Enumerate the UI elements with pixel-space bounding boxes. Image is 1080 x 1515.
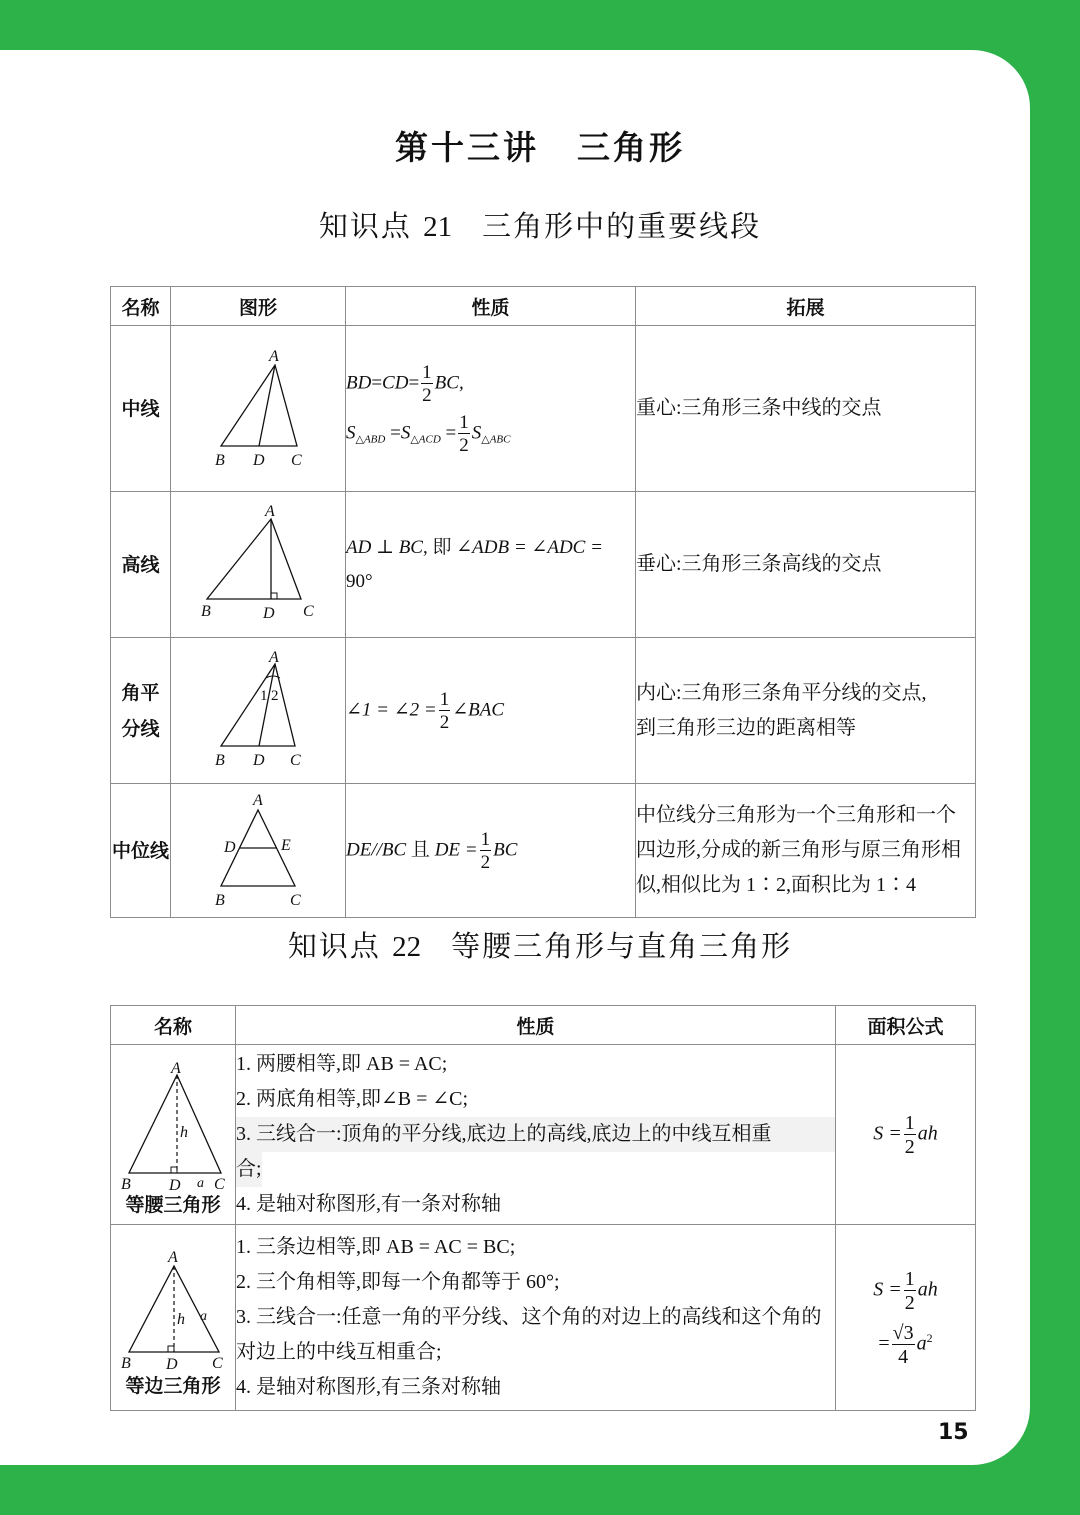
equilateral-triangle-figure <box>111 1238 235 1372</box>
list-item: 2. 两底角相等,即∠B = ∠C; <box>236 1088 469 1110</box>
fraction: $\frac{1}{2}$ <box>422 361 432 406</box>
label-d: D <box>253 752 265 769</box>
list-item: 3. 三线合一:任意一角的平分线、这个角的对边上的高线和这个角的 <box>236 1306 822 1328</box>
list-item: 4. 是轴对称图形,有一条对称轴 <box>236 1193 501 1215</box>
row-name: 高线 <box>111 492 171 638</box>
fraction: $\frac{√3}{4}$ <box>892 1321 914 1368</box>
list-item: 合; <box>236 1152 262 1187</box>
right-angle-mark <box>171 1167 177 1173</box>
label-d: D <box>166 1356 178 1372</box>
label-a: A <box>171 1060 181 1077</box>
figure-altitude <box>171 492 346 638</box>
label-b: B <box>121 1176 131 1191</box>
header-area-formula: 面积公式 <box>835 1006 975 1045</box>
midline-triangle-figure <box>171 784 345 912</box>
figure-median <box>171 326 346 492</box>
list-item: 对边上的中线互相重合; <box>236 1341 442 1363</box>
extension-cell: 内心:三角形三条角平分线的交点, 到三角形三边的距离相等 <box>636 638 976 784</box>
list-item: 3. 三线合一:顶角的平分线,底边上的高线,底边上的中线互相重 <box>236 1117 835 1152</box>
list-item: 1. 两腰相等,即 AB = AC; <box>236 1053 448 1075</box>
label-a: A <box>253 792 263 809</box>
page-title: 第十三讲 三角形 <box>395 128 685 167</box>
extension-cell: 重心:三角形三条中线的交点 <box>636 326 976 492</box>
header-property: 性质 <box>236 1006 836 1045</box>
table-header-row <box>111 1006 976 1045</box>
figure-angle-bisector <box>171 638 346 784</box>
list-item: 4. 是轴对称图形,有三条对称轴 <box>236 1376 501 1398</box>
label-c: C <box>290 892 301 909</box>
triangle-shape <box>129 1075 221 1173</box>
label-b: B <box>201 603 211 620</box>
row-name: 中位线 <box>111 784 171 918</box>
label-a: A <box>168 1249 178 1266</box>
fraction: $\frac{1}{2}$ <box>904 1111 915 1158</box>
property-cell: AD ⊥ BC, 即 ∠ADB = ∠ADC = 90° <box>346 492 636 638</box>
header-property: 性质 <box>346 287 636 326</box>
triangle-shape <box>207 519 301 599</box>
name-figure-cell <box>111 1225 236 1411</box>
label-a: A <box>265 503 275 520</box>
row-name: 等边三角形 <box>125 1375 221 1397</box>
label-angle-1: 1 <box>260 688 268 704</box>
page-number: 15 <box>938 1420 969 1445</box>
fraction: $\frac{1}{2}$ <box>904 1267 915 1314</box>
right-angle-mark <box>168 1346 174 1352</box>
label-b: B <box>215 752 225 769</box>
section-heading-kp21: 知识点 21 三角形中的重要线段 <box>318 209 762 243</box>
label-c: C <box>291 452 302 469</box>
label-c: C <box>214 1176 225 1191</box>
right-angle-mark <box>271 593 277 599</box>
label-side-a: a <box>200 1309 207 1324</box>
table-kp21 <box>110 286 976 918</box>
property-list <box>236 1225 836 1411</box>
property-cell: ∠1 = ∠2 = $\frac{1}{2}$ ∠BAC <box>346 638 636 784</box>
label-a: A <box>269 348 279 365</box>
fraction: $\frac{1}{2}$ <box>439 688 450 733</box>
table-row <box>111 1225 976 1411</box>
label-c: C <box>290 752 301 769</box>
property-list <box>236 1045 836 1225</box>
label-d: D <box>224 839 236 856</box>
name-figure-cell <box>111 1045 236 1225</box>
area-formula-cell: S = $\frac{1}{2}$ ah = $\frac{√3}{4}$ $a^2$ <box>835 1225 975 1411</box>
label-b: B <box>215 892 225 909</box>
table-row <box>111 638 976 784</box>
triangle-shape <box>221 664 295 746</box>
extension-cell: 中位线分三角形为一个三角形和一个 四边形,分成的新三角形与原三角形相 似,相似比为 1∶2,面积比为 1∶4 <box>636 784 976 918</box>
label-h: h <box>180 1124 188 1141</box>
table-row <box>111 492 976 638</box>
row-name: 角平 分线 <box>111 638 171 784</box>
row-name: 等腰三角形 <box>125 1194 221 1216</box>
label-e: E <box>281 837 291 854</box>
table-header-row <box>111 287 976 326</box>
label-angle-2: 2 <box>271 688 279 704</box>
table-row <box>111 1045 976 1225</box>
property-cell: DE//BC 且 DE = $\frac{1}{2}$ BC <box>346 784 636 918</box>
extension-cell: 垂心:三角形三条高线的交点 <box>636 492 976 638</box>
label-a: A <box>269 649 279 666</box>
triangle-shape <box>221 365 297 446</box>
bisector-triangle-figure <box>171 638 345 778</box>
label-h: h <box>177 1311 185 1328</box>
label-b: B <box>215 452 225 469</box>
label-d: D <box>253 452 265 469</box>
table-row <box>111 326 976 492</box>
table-row <box>111 784 976 918</box>
label-c: C <box>303 603 314 620</box>
header-figure: 图形 <box>171 287 346 326</box>
figure-midline <box>171 784 346 918</box>
header-name: 名称 <box>111 1006 236 1045</box>
area-formula-cell: S = $\frac{1}{2}$ ah <box>835 1045 975 1225</box>
list-item: 2. 三个角相等,即每一个角都等于 60°; <box>236 1271 560 1293</box>
list-item: 1. 三条边相等,即 AB = AC = BC; <box>236 1236 516 1258</box>
header-name: 名称 <box>111 287 171 326</box>
table-kp22 <box>110 1005 976 1411</box>
row-name: 中线 <box>111 326 171 492</box>
altitude-triangle-figure <box>171 492 345 632</box>
label-c: C <box>212 1355 223 1372</box>
section-heading-kp22: 知识点 22 等腰三角形与直角三角形 <box>287 929 793 963</box>
fraction: $\frac{1}{2}$ <box>459 411 469 456</box>
median-triangle-figure <box>171 326 345 486</box>
label-d: D <box>169 1177 181 1191</box>
label-b: B <box>121 1355 131 1372</box>
isosceles-triangle-figure <box>111 1053 235 1191</box>
label-d: D <box>263 605 275 622</box>
header-extension: 拓展 <box>636 287 976 326</box>
fraction: $\frac{1}{2}$ <box>480 828 491 873</box>
property-cell: BD=CD= $\frac{1}{2}$ BC, $S_{\triangle ABD} =S_{\triangle ACD}$ = $\frac{1}{2}$ $S_{\triangle ABC}$ <box>346 326 636 492</box>
label-side-a: a <box>197 1176 204 1191</box>
